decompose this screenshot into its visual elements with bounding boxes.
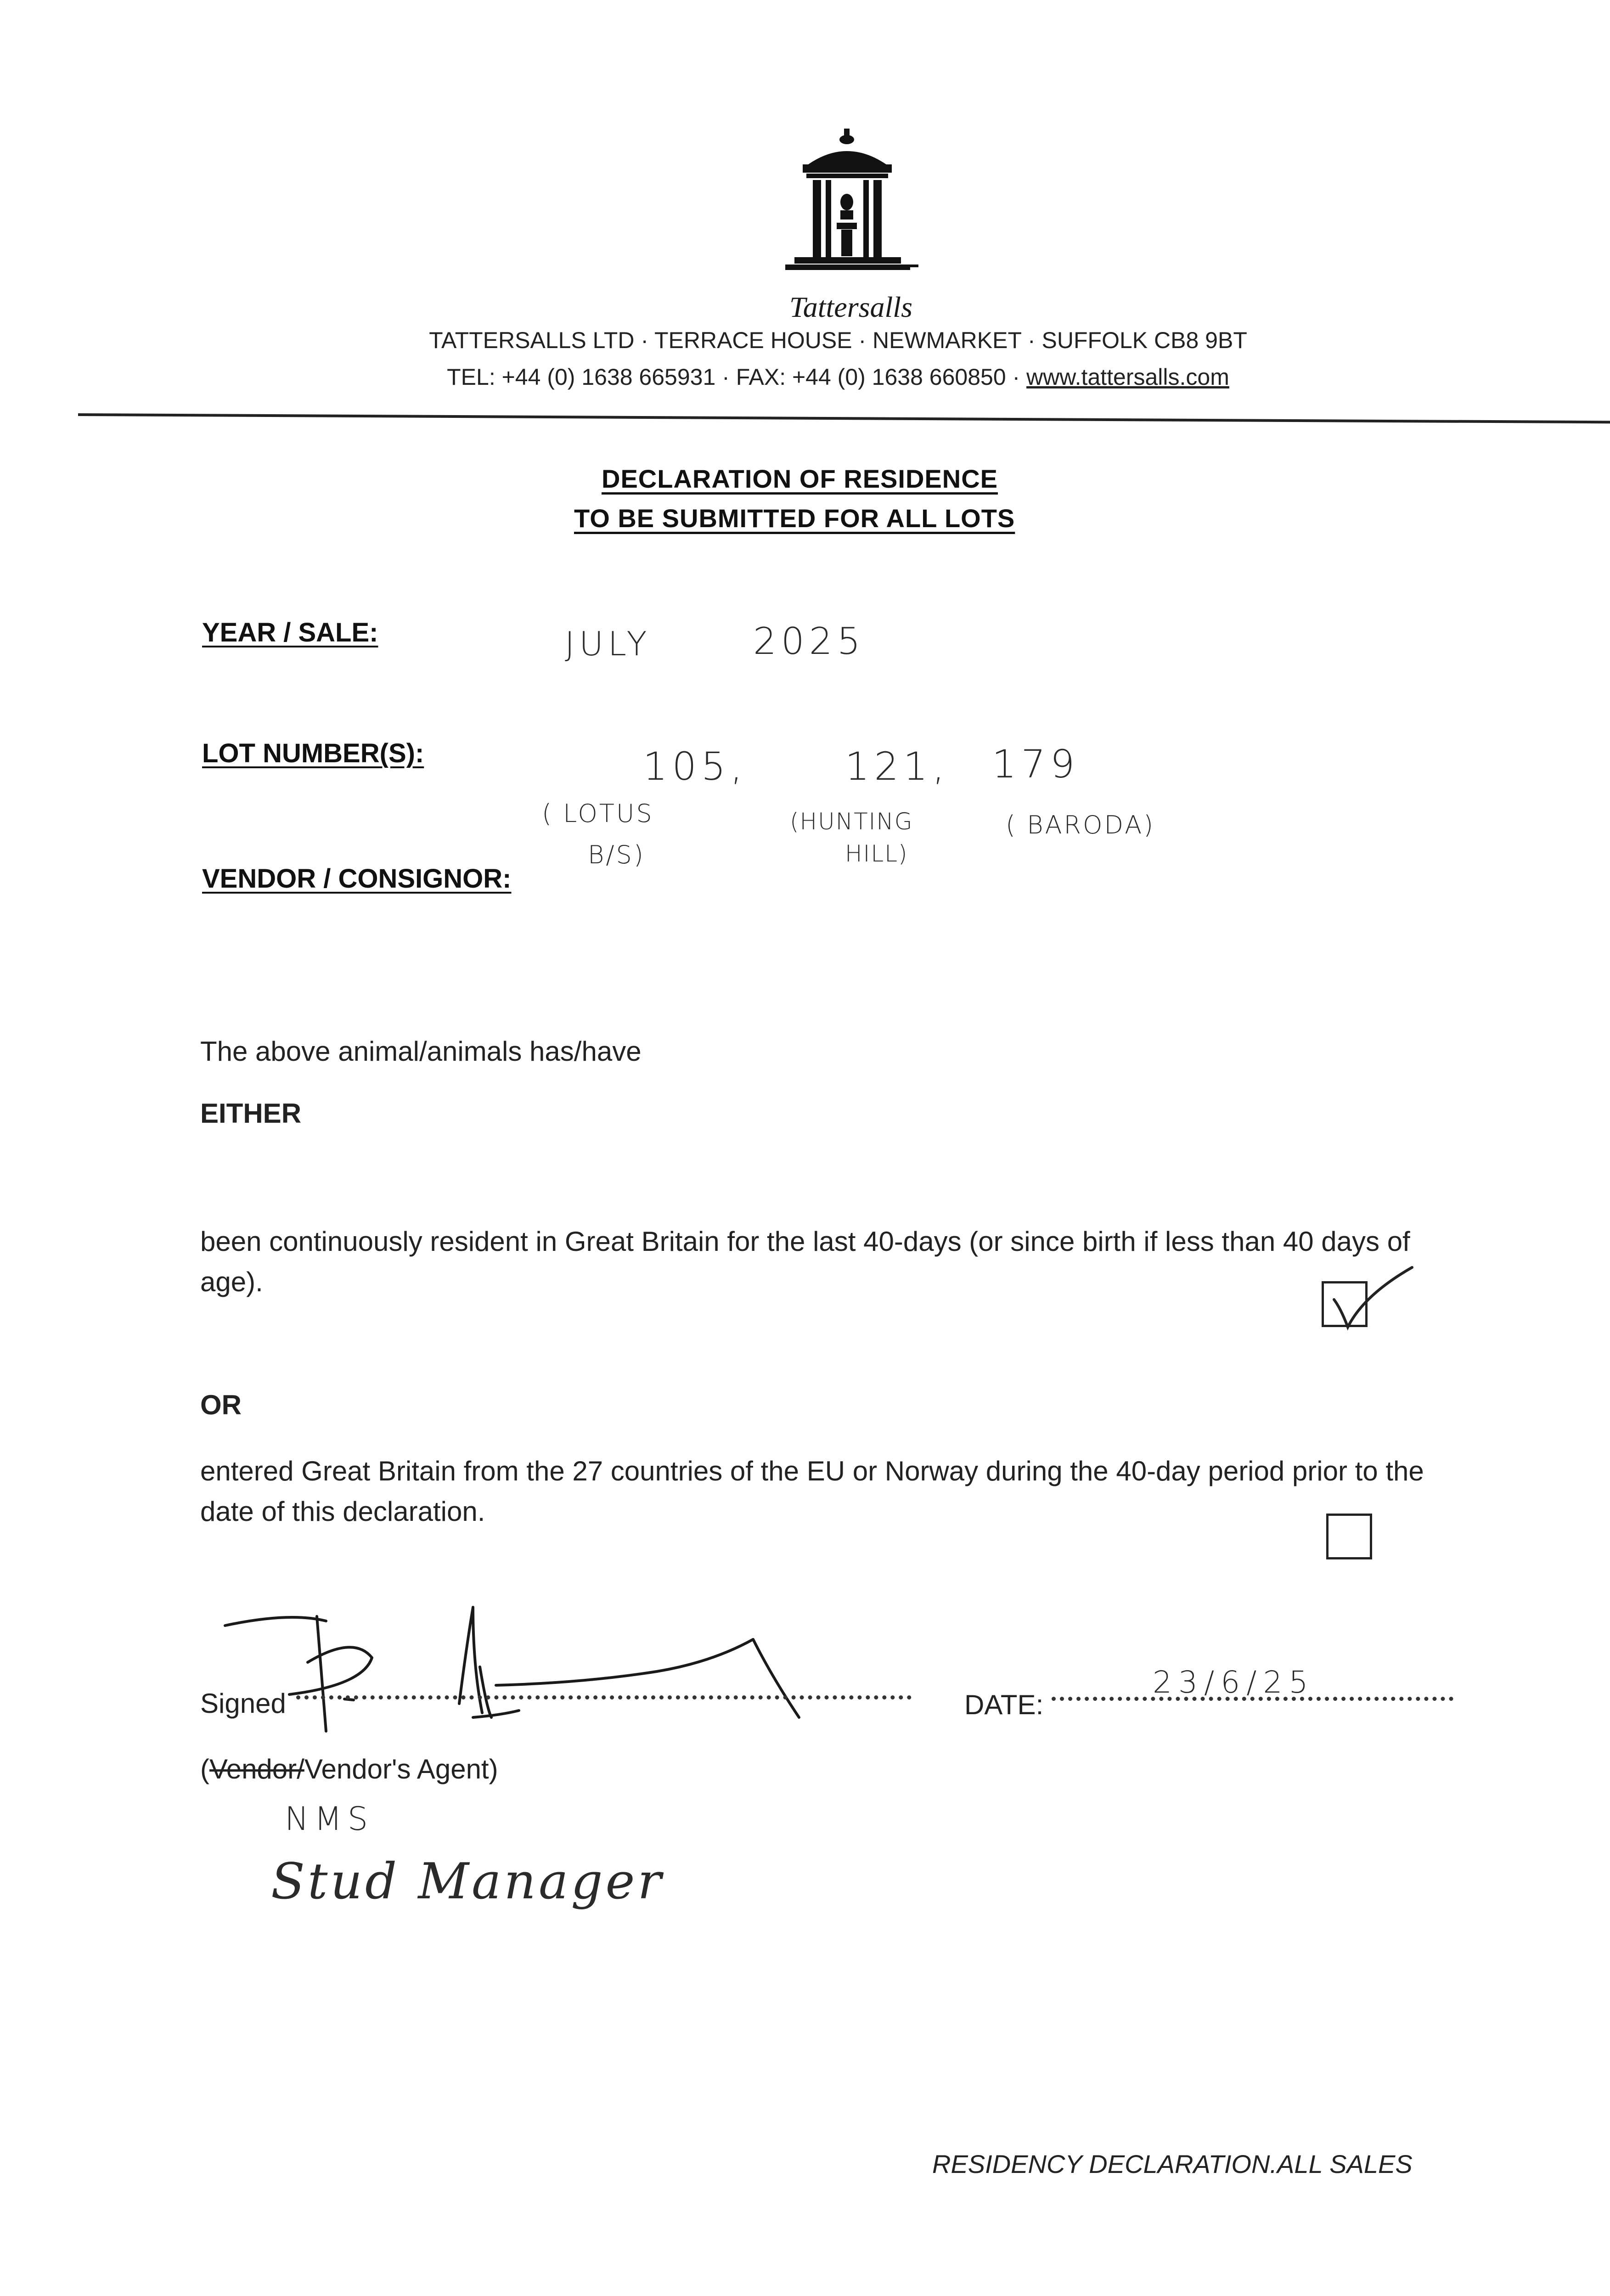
website-link[interactable]: www.tattersalls.com xyxy=(1026,364,1229,390)
vendor-2-line2[interactable]: HILL) xyxy=(845,840,908,867)
form-subtitle: TO BE SUBMITTED FOR ALL LOTS xyxy=(574,504,1015,533)
vendor-1-line2[interactable]: B/S) xyxy=(588,840,645,869)
checkmark-icon xyxy=(1309,1258,1414,1336)
signature-line[interactable] xyxy=(296,1695,912,1699)
form-identifier: RESIDENCY DECLARATION.ALL SALES xyxy=(932,2150,1413,2178)
year-sale-year[interactable]: 2025 xyxy=(753,620,865,663)
vendor-consignor-label: VENDOR / CONSIGNOR: xyxy=(202,864,512,894)
lot-numbers-label: LOT NUMBER(S): xyxy=(202,738,424,768)
lot-number-2[interactable]: 121, xyxy=(845,744,950,789)
option-2-checkbox[interactable] xyxy=(1326,1514,1372,1559)
option-2-text: entered Great Britain from the 27 countries of the EU or Norway during the 40-day period prior to the date of this declaration. xyxy=(200,1456,1424,1527)
role-open-paren: ( xyxy=(200,1754,209,1784)
company-contact xyxy=(276,364,1401,390)
year-sale-label: YEAR / SALE: xyxy=(202,618,378,647)
signature-icon xyxy=(216,1593,813,1750)
option-1-text: been continuously resident in Great Britain for the last 40-days (or since birth if less than 40 days of age). xyxy=(200,1226,1410,1297)
signatory-title[interactable]: Stud Manager xyxy=(271,1853,664,1910)
lot-number-3[interactable]: 179 xyxy=(992,742,1080,787)
either-heading: EITHER xyxy=(200,1098,302,1129)
vendor-2-line1[interactable]: (HUNTING xyxy=(790,808,913,835)
signed-label: Signed xyxy=(200,1688,286,1719)
signatory-name[interactable]: NMS xyxy=(285,1800,374,1838)
tattersalls-logo-icon xyxy=(776,129,918,285)
vendor-3[interactable]: ( BARODA) xyxy=(1006,810,1155,839)
brand-name: Tattersalls xyxy=(789,291,912,323)
header-divider xyxy=(78,413,1610,423)
lot-number-1[interactable]: 105, xyxy=(643,744,748,789)
signatory-role xyxy=(200,1753,498,1785)
or-heading: OR xyxy=(200,1390,242,1420)
role-struck-vendor: Vendor/ xyxy=(209,1754,304,1784)
form-title: DECLARATION OF RESIDENCE xyxy=(602,464,998,493)
vendor-1-line1[interactable]: ( LOTUS xyxy=(542,799,654,828)
role-vendors-agent: Vendor's Agent) xyxy=(304,1754,498,1784)
date-label: DATE: xyxy=(964,1689,1044,1720)
company-address: TATTERSALLS LTD · TERRACE HOUSE · NEWMARKET · SUFFOLK CB8 9BT xyxy=(429,327,1247,353)
intro-text: The above animal/animals has/have xyxy=(200,1036,642,1067)
year-sale-month[interactable]: JULY xyxy=(565,625,652,663)
contact-phone-fax: TEL: +44 (0) 1638 665931 · FAX: +44 (0) 1638 660850 · xyxy=(447,364,1027,390)
date-value[interactable]: 23/6/25 xyxy=(1153,1665,1315,1700)
